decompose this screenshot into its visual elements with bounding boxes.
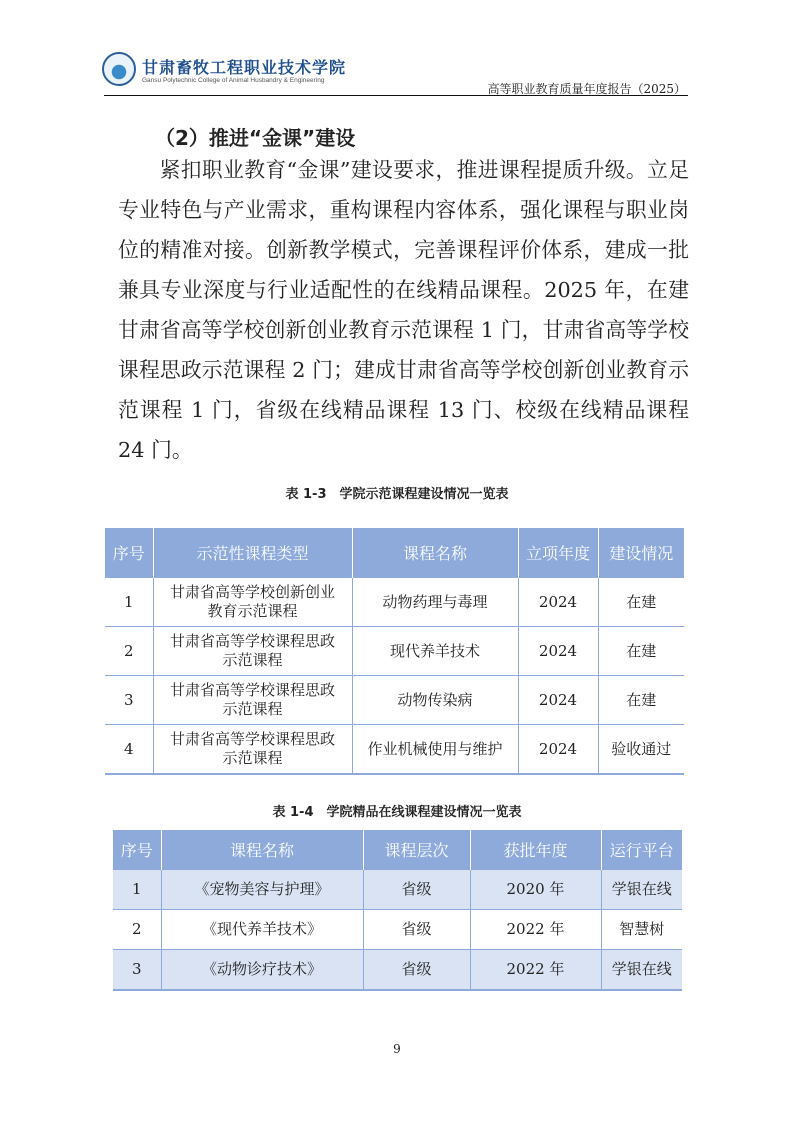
table-online-courses: [113, 830, 682, 991]
table-cell: 甘肃省高等学校课程思政示范课程: [153, 725, 352, 775]
column-header: 课程名称: [352, 528, 518, 578]
column-header: 课程层次: [363, 830, 470, 870]
header-divider: [104, 95, 688, 96]
column-header: 序号: [113, 830, 161, 870]
table-cell: 甘肃省高等学校课程思政示范课程: [153, 676, 352, 725]
table-cell: 2022 年: [470, 950, 601, 991]
column-header: 建设情况: [598, 528, 684, 578]
table-cell: 动物药理与毒理: [352, 578, 518, 627]
table-cell: 省级: [363, 950, 470, 991]
table-cell: 2: [105, 627, 153, 676]
table-row: [113, 950, 682, 991]
table-cell: 3: [105, 676, 153, 725]
table-cell: 学银在线: [601, 870, 682, 910]
table-cell: 2024: [518, 725, 598, 775]
college-name-en: Gansu Polytechnic College of Animal Husbandry & Engineering: [142, 77, 325, 84]
table-cell: 2020 年: [470, 870, 601, 910]
table-cell: 2022 年: [470, 910, 601, 950]
table-cell: 《现代养羊技术》: [161, 910, 363, 950]
table1-caption: 表 1-3 学院示范课程建设情况一览表: [285, 487, 509, 502]
table-cell: 3: [113, 950, 161, 991]
table-row: [105, 725, 684, 775]
college-name: 甘肃畜牧工程职业技术学院: [142, 58, 347, 77]
column-header: 课程名称: [161, 830, 363, 870]
table-cell: 在建: [598, 676, 684, 725]
table-cell: 《宠物美容与护理》: [161, 870, 363, 910]
table-row: [113, 910, 682, 950]
table-row: [113, 870, 682, 910]
table-cell: 作业机械使用与维护: [352, 725, 518, 775]
table-cell: 4: [105, 725, 153, 775]
table-cell: 省级: [363, 870, 470, 910]
column-header: 获批年度: [470, 830, 601, 870]
body-paragraph: 紧扣职业教育“金课”建设要求，推进课程提质升级。立足专业特色与产业需求，重构课程内容体系，强化课程与职业岗位的精准对接。创新教学模式，完善课程评价体系，建成一批兼具专业深度与行业适配性的在线精品课程。2025 年，在建甘肃省高等学校创新创业教育示范课程 1 门，甘肃省高等学校课程思政示范课程 2 门；建成甘肃省高等学校创新创业教育示范课程 1 门，省级在线精品课程 13 门、校级在线精品课程 24 门。: [118, 158, 689, 462]
table-cell: 在建: [598, 578, 684, 627]
table-cell: 2024: [518, 578, 598, 627]
table-row: [105, 627, 684, 676]
page-number: 9: [393, 1042, 401, 1056]
table-cell: 1: [113, 870, 161, 910]
table-cell: 在建: [598, 627, 684, 676]
column-header: 立项年度: [518, 528, 598, 578]
section-title: （2）推进“金课”建设: [155, 126, 356, 150]
table-cell: 《动物诊疗技术》: [161, 950, 363, 991]
table-cell: 验收通过: [598, 725, 684, 775]
table-cell: 学银在线: [601, 950, 682, 991]
table2-caption: 表 1-4 学院精品在线课程建设情况一览表: [272, 805, 522, 820]
table-cell: 智慧树: [601, 910, 682, 950]
table-cell: 2024: [518, 676, 598, 725]
column-header: 序号: [105, 528, 153, 578]
table-cell: 现代养羊技术: [352, 627, 518, 676]
table-cell: 1: [105, 578, 153, 627]
table-row: [105, 578, 684, 627]
column-header: 运行平台: [601, 830, 682, 870]
college-logo: [102, 52, 136, 86]
table-cell: 省级: [363, 910, 470, 950]
table-cell: 甘肃省高等学校创新创业教育示范课程: [153, 578, 352, 627]
table-row: [105, 676, 684, 725]
report-title: 高等职业教育质量年度报告（2025）: [487, 82, 686, 96]
table-cell: 2024: [518, 627, 598, 676]
table-cell: 甘肃省高等学校课程思政示范课程: [153, 627, 352, 676]
table-cell: 动物传染病: [352, 676, 518, 725]
column-header: 示范性课程类型: [153, 528, 352, 578]
table-cell: 2: [113, 910, 161, 950]
table-demo-courses: [105, 528, 684, 775]
